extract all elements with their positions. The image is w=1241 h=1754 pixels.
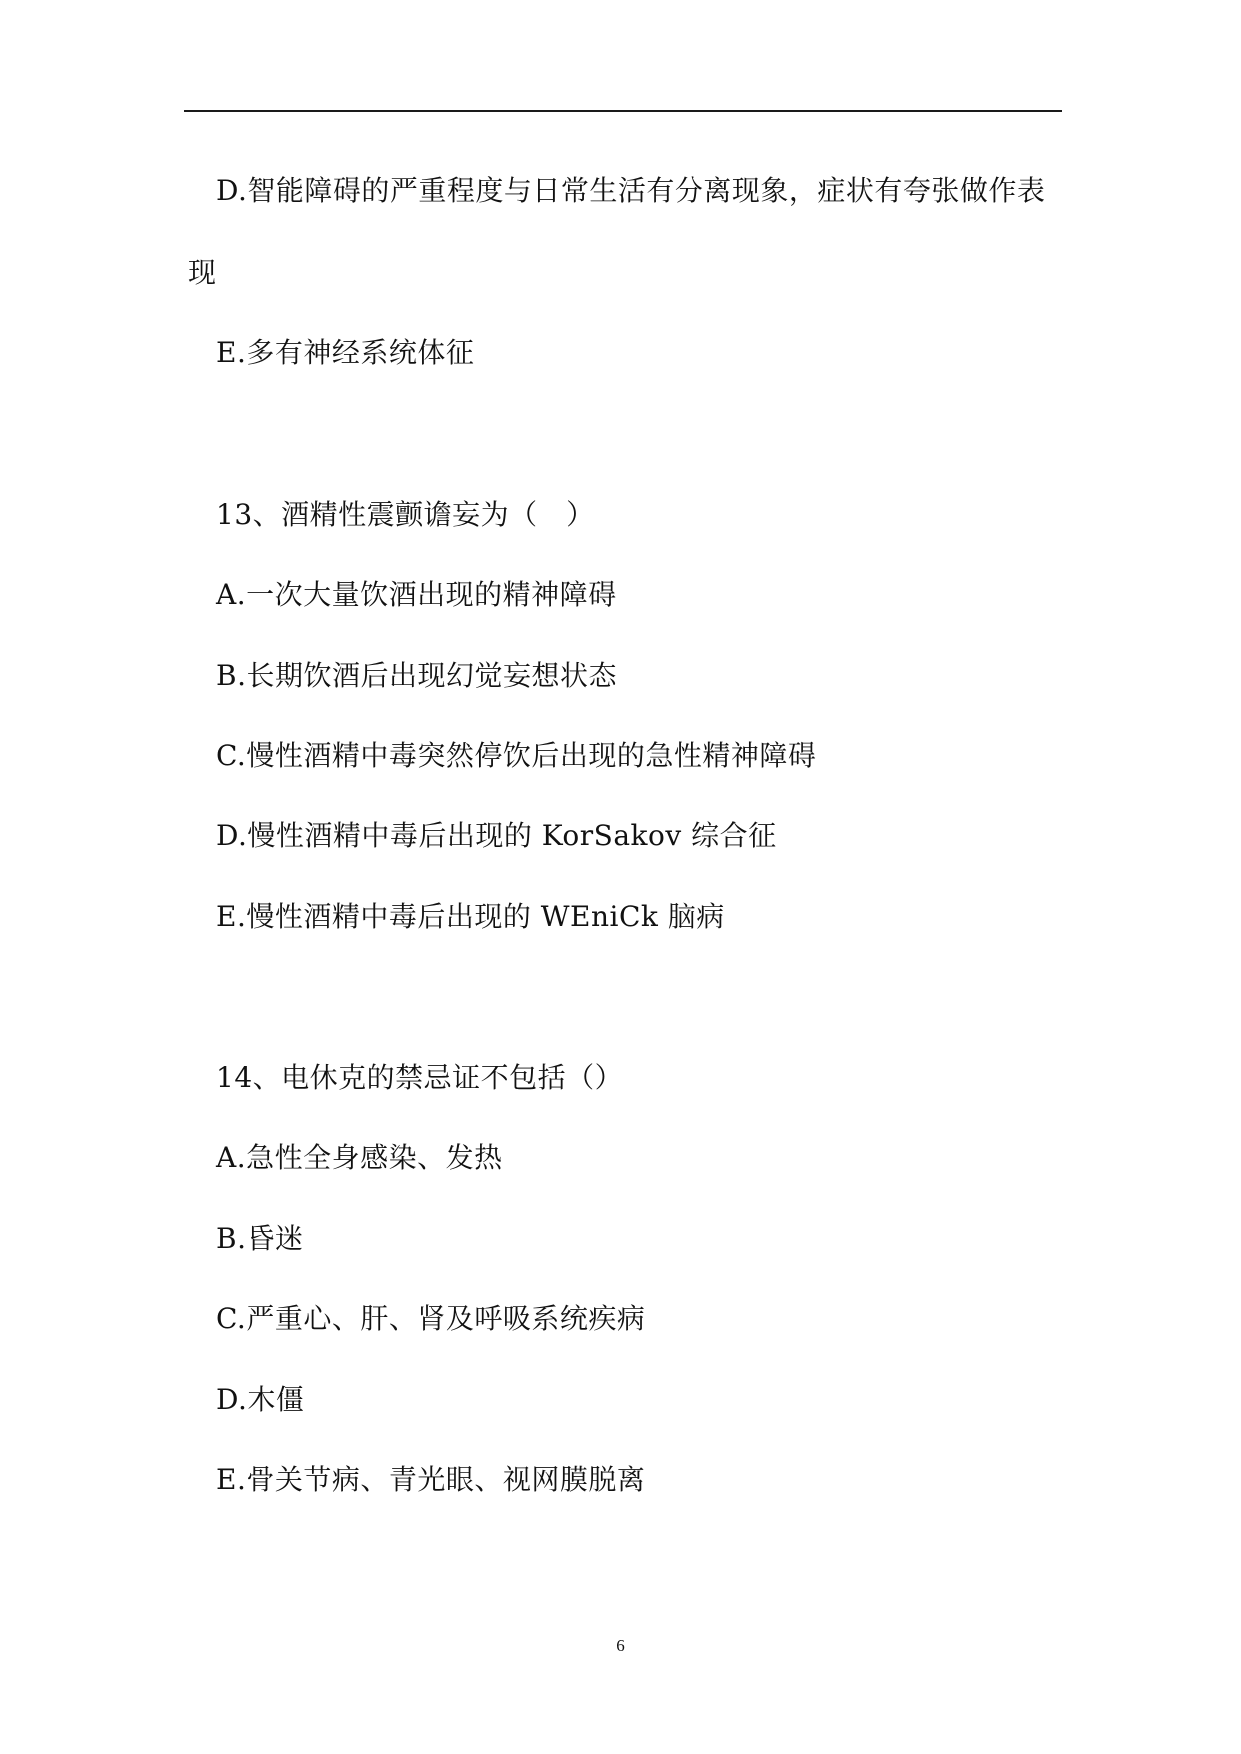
page-number: 6 bbox=[616, 1636, 625, 1655]
question-13-option-b: B.长期饮酒后出现幻觉妄想状态 bbox=[216, 659, 617, 692]
question-13-option-c: C.慢性酒精中毒突然停饮后出现的急性精神障碍 bbox=[216, 739, 817, 772]
prev-option-d-line2: 现 bbox=[188, 256, 217, 289]
question-14-option-b: B.昏迷 bbox=[216, 1222, 304, 1255]
question-13-option-a: A.一次大量饮酒出现的精神障碍 bbox=[216, 578, 617, 611]
question-14-option-d: D.木僵 bbox=[216, 1383, 305, 1416]
question-14-option-c: C.严重心、肝、肾及呼吸系统疾病 bbox=[216, 1302, 646, 1335]
question-14-option-e: E.骨关节病、青光眼、视网膜脱离 bbox=[216, 1463, 646, 1496]
question-13-stem: 13、酒精性震颤谵妄为（ ） bbox=[216, 498, 595, 531]
prev-option-d-line1: D.智能障碍的严重程度与日常生活有分离现象，症状有夸张做作表 bbox=[216, 174, 1046, 207]
question-14-stem: 14、电休克的禁忌证不包括（） bbox=[216, 1061, 624, 1094]
prev-option-e: E.多有神经系统体征 bbox=[216, 336, 475, 369]
question-13-option-e: E.慢性酒精中毒后出现的 WEniCk 脑病 bbox=[216, 900, 725, 933]
question-14-option-a: A.急性全身感染、发热 bbox=[216, 1141, 503, 1174]
question-13-option-d: D.慢性酒精中毒后出现的 KorSakov 综合征 bbox=[216, 819, 777, 852]
header-rule bbox=[184, 110, 1062, 112]
